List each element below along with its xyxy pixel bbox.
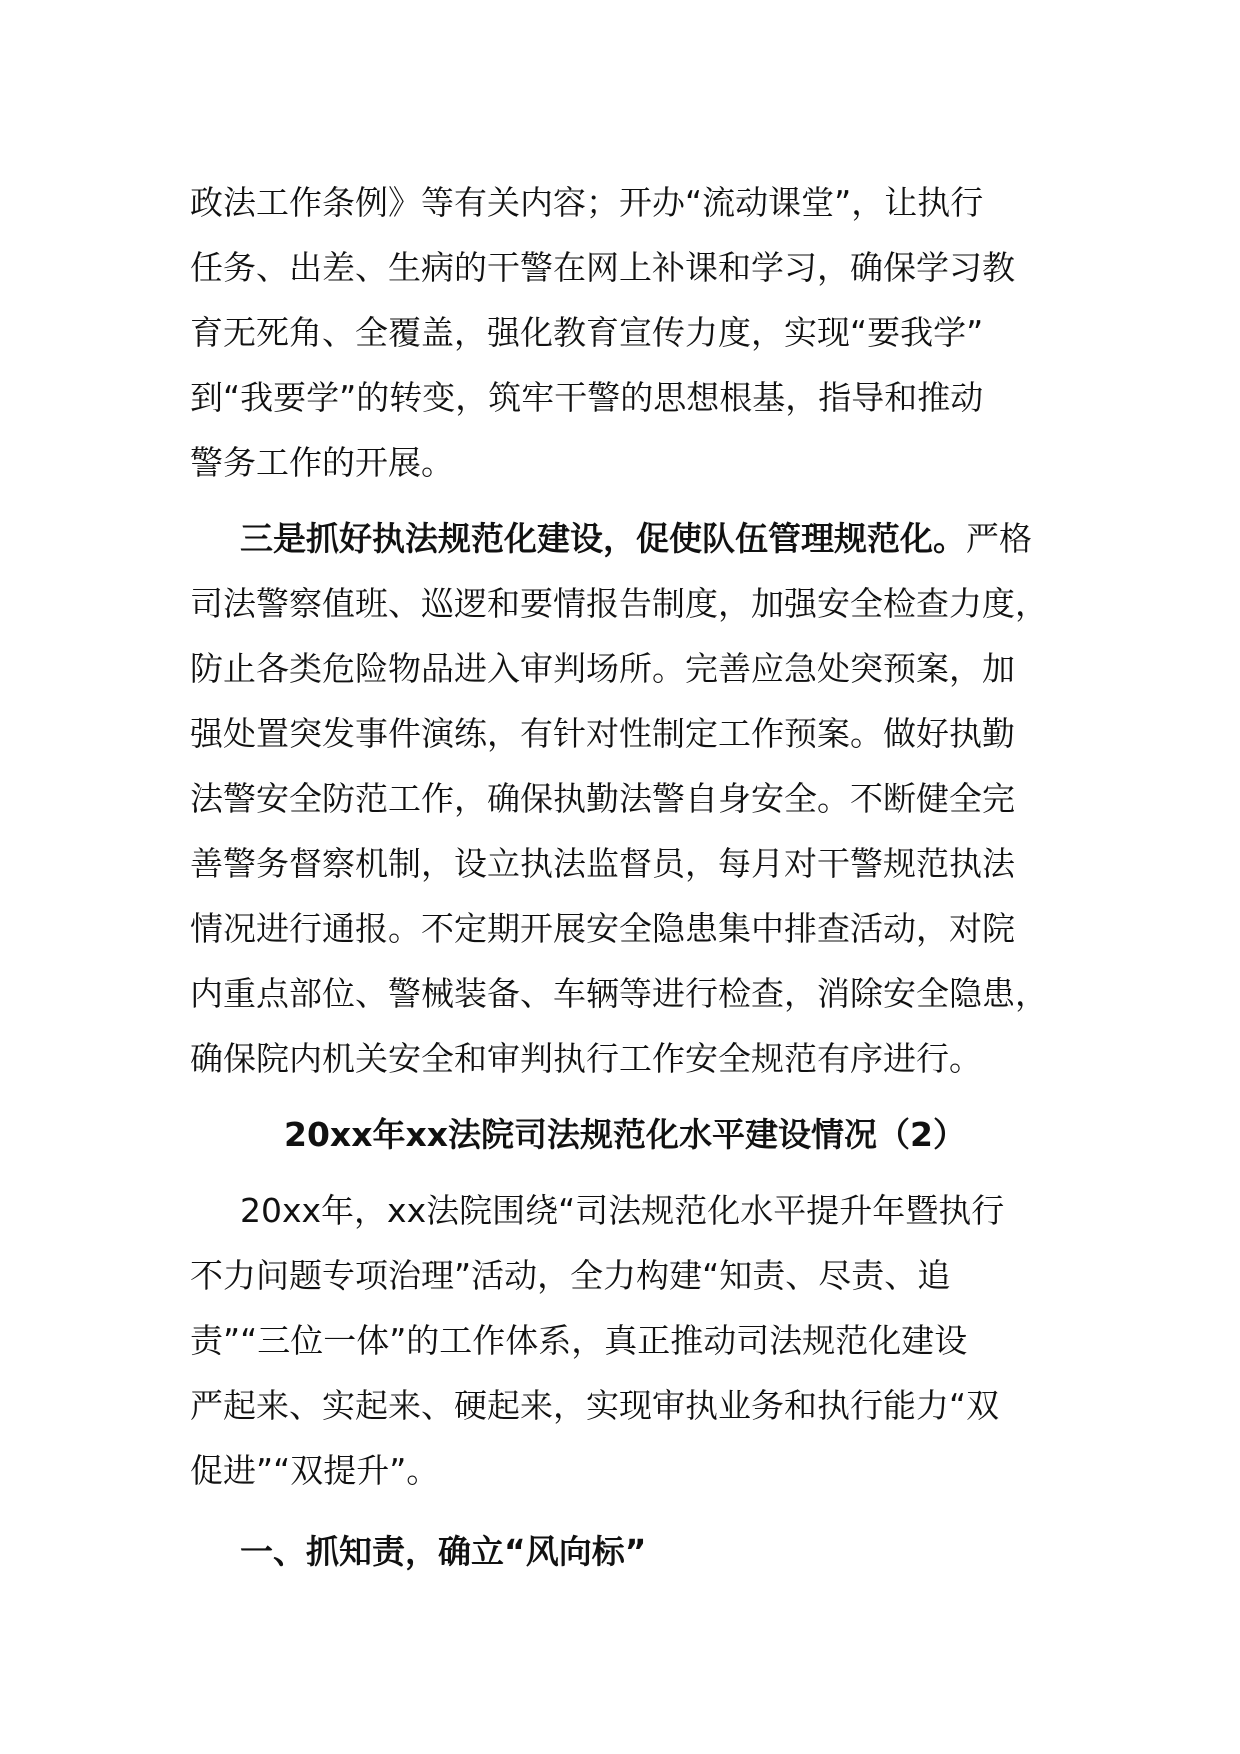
paragraph-2-line-2: 司法警察值班、巡逻和要情报告制度，加强安全检查力度， bbox=[190, 584, 1048, 623]
paragraph-1-line-3: 育无死角、全覆盖，强化教育宣传力度，实现“要我学” bbox=[190, 313, 984, 352]
section-title: 20xx年xx法院司法规范化水平建设情况（2） bbox=[283, 1115, 967, 1154]
paragraph-2-line-7: 情况进行通报。不定期开展安全隐患集中排查活动，对院 bbox=[190, 909, 1015, 948]
paragraph-2-line-4: 强处置突发事件演练，有针对性制定工作预案。做好执勤 bbox=[190, 714, 1015, 753]
paragraph-3-line-2: 不力问题专项治理”活动，全力构建“知责、尽责、追 bbox=[190, 1256, 951, 1295]
paragraph-2-line-9: 确保院内机关安全和审判执行工作安全规范有序进行。 bbox=[190, 1039, 982, 1078]
paragraph-3-line-3: 责”“三位一体”的工作体系，真正推动司法规范化建设 bbox=[190, 1321, 968, 1360]
paragraph-1-line-1: 政法工作条例》等有关内容；开办“流动课堂”，让执行 bbox=[190, 183, 984, 222]
paragraph-2-line-1 bbox=[190, 506, 1060, 571]
paragraph-1-line-2: 任务、出差、生病的干警在网上补课和学习，确保学习教 bbox=[190, 248, 1015, 287]
paragraph-2-line-6: 善警务督察机制，设立执法监督员，每月对干警规范执法 bbox=[190, 844, 1015, 883]
paragraph-1-line-4: 到“我要学”的转变，筑牢干警的思想根基，指导和推动 bbox=[190, 378, 984, 417]
paragraph-3-line-4: 严起来、实起来、硬起来，实现审执业务和执行能力“双 bbox=[190, 1386, 1000, 1425]
paragraph-2-line-3: 防止各类危险物品进入审判场所。完善应急处突预案，加 bbox=[190, 649, 1015, 688]
paragraph-1 bbox=[190, 170, 1060, 495]
paragraph-2-line-5: 法警安全防范工作，确保执勤法警自身安全。不断健全完 bbox=[190, 779, 1015, 818]
paragraph-1-line-5: 警务工作的开展。 bbox=[190, 443, 454, 482]
paragraph-2-line-8: 内重点部位、警械装备、车辆等进行检查，消除安全隐患， bbox=[190, 974, 1048, 1013]
paragraph-3-line-1: 20xx年，xx法院围绕“司法规范化水平提升年暨执行 bbox=[240, 1191, 1005, 1230]
subheading: 一、抓知责，确立“风向标” bbox=[240, 1532, 647, 1571]
paragraph-2 bbox=[190, 506, 1060, 1091]
paragraph-3 bbox=[190, 1178, 1060, 1503]
document-body bbox=[190, 170, 1060, 1584]
paragraph-3-line-5: 促进”“双提升”。 bbox=[190, 1451, 440, 1490]
paragraph-2-lead-rest: 严格 bbox=[966, 519, 1032, 558]
paragraph-2-lead-heading: 三是抓好执法规范化建设，促使队伍管理规范化。 bbox=[240, 519, 966, 558]
